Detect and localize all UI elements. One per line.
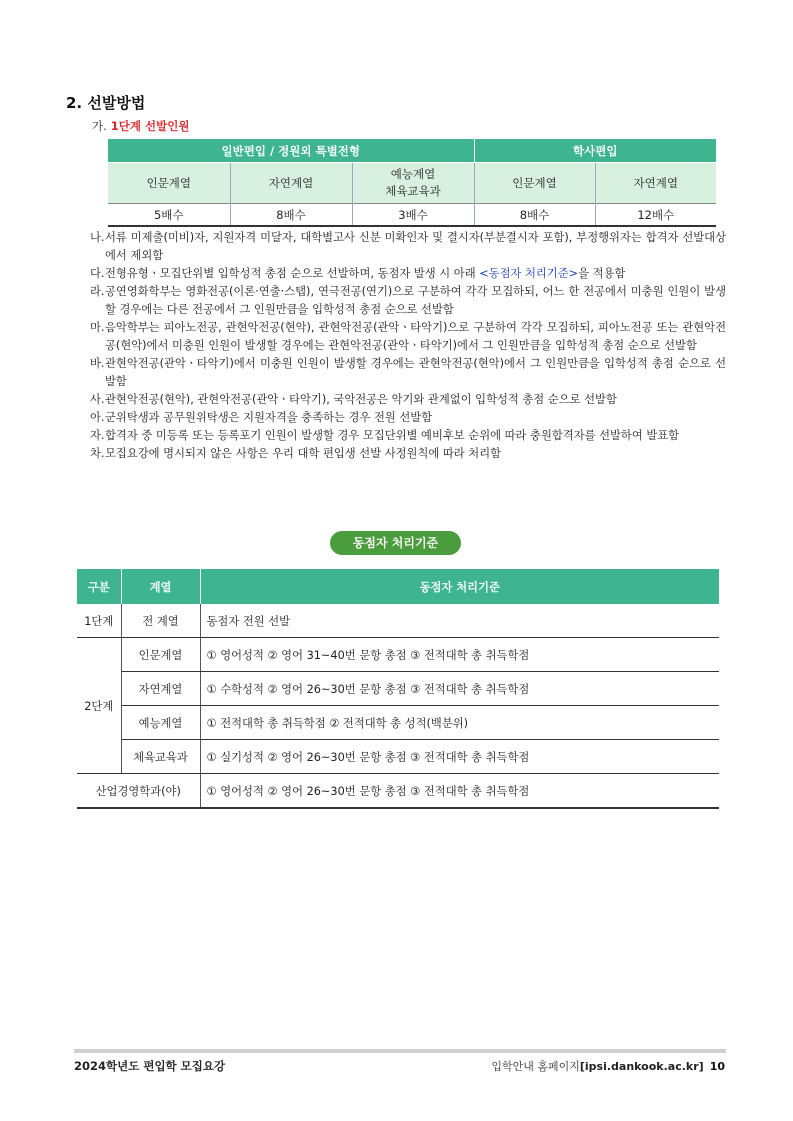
field-cell: 예능계열 <box>121 706 200 740</box>
rule-cell: ① 전적대학 총 취득학점 ② 전적대학 총 성적(백분위) <box>200 706 719 740</box>
col-humanities: 인문계열 <box>108 163 230 204</box>
note-item <box>90 409 726 427</box>
note-item <box>90 445 726 463</box>
stage1-label: 1단계 <box>77 604 121 638</box>
rule-cell: ① 수학성적 ② 영어 26~30번 문항 총점 ③ 전적대학 총 취득학점 <box>200 672 719 706</box>
header-category: 구분 <box>77 569 121 604</box>
sub-title-a <box>92 118 189 134</box>
note-item <box>90 283 726 319</box>
rule-cell: ① 영어성적 ② 영어 26~30번 문항 총점 ③ 전적대학 총 취득학점 <box>200 774 719 809</box>
note-text <box>105 265 726 283</box>
col-natural: 자연계열 <box>230 163 352 204</box>
value-cell: 8배수 <box>230 204 352 227</box>
footer-url: [ipsi.dankook.ac.kr] <box>579 1060 704 1073</box>
header-general: 일반편입 / 정원외 특별전형 <box>108 139 474 163</box>
page-number: 10 <box>709 1060 725 1073</box>
note-item <box>90 229 726 265</box>
note-item <box>90 391 726 409</box>
rule-cell: ① 영어성적 ② 영어 31~40번 문항 총점 ③ 전적대학 총 취득학점 <box>200 638 719 672</box>
tie-rule-reference: <동점자 처리기준> <box>479 267 579 280</box>
sub-title-marker: 가. <box>92 119 107 133</box>
note-marker: 차. <box>90 447 105 460</box>
note-marker: 다. <box>90 267 105 280</box>
field-cell: 자연계열 <box>121 672 200 706</box>
footer-info <box>491 1058 725 1074</box>
note-item <box>90 319 726 355</box>
note-text: 합격자 중 미등록 또는 등록포기 인원이 발생할 경우 모집단위별 예비후보 순위에 따라 충원합격자를 선발하여 발표함 <box>105 429 680 442</box>
col-bachelor-natural: 자연계열 <box>595 163 716 204</box>
field-cell: 인문계열 <box>121 638 200 672</box>
header-bachelor: 학사편입 <box>474 139 716 163</box>
table-row <box>77 706 719 740</box>
note-text: 관현악전공(현악), 관현악전공(관악ㆍ타악기), 국악전공은 악기와 관계없이 입학성적 총점 순으로 선발함 <box>105 393 617 406</box>
tie-rule-table <box>77 569 719 809</box>
note-text: 공연영화학부는 영화전공(이론·연출·스탭), 연극전공(연기)으로 구분하여 각각 모집하되, 어느 한 전공에서 미충원 인원이 발생할 경우에는 다른 전공에서 그 인원만큼을 입학성적 총점 순으로 선발함 <box>105 285 726 316</box>
note-item <box>90 265 726 283</box>
notes-list <box>90 229 726 463</box>
note-text-pre: 전형유형ㆍ모집단위별 입학성적 총점 순으로 선발하며, 동점자 발생 시 아래 <box>105 267 480 280</box>
stage2-label: 2단계 <box>77 638 121 774</box>
note-marker: 아. <box>90 411 105 424</box>
col-bachelor-humanities: 인문계열 <box>474 163 595 204</box>
table-row <box>77 740 719 774</box>
value-cell: 8배수 <box>474 204 595 227</box>
table-row <box>77 672 719 706</box>
table-row <box>77 638 719 672</box>
footer-divider <box>74 1049 726 1053</box>
footer-doc-title: 2024학년도 편입학 모집요강 <box>74 1059 226 1073</box>
field-cell: 체육교육과 <box>121 740 200 774</box>
col-arts-pe: 예능계열 체육교육과 <box>352 163 474 204</box>
note-marker: 사. <box>90 393 105 406</box>
value-cell: 5배수 <box>108 204 230 227</box>
note-marker: 자. <box>90 429 105 442</box>
note-text: 관현악전공(관악ㆍ타악기)에서 미충원 인원이 발생할 경우에는 관현악전공(현악)에서 그 인원만큼을 입학성적 총점 순으로 선발함 <box>105 357 726 388</box>
tie-rule-badge: 동점자 처리기준 <box>330 531 461 555</box>
rule-cell: ① 실기성적 ② 영어 26~30번 문항 총점 ③ 전적대학 총 취득학점 <box>200 740 719 774</box>
section-title: 2. 선발방법 <box>66 94 146 112</box>
header-field: 계열 <box>121 569 200 604</box>
night-dept-label: 산업경영학과(야) <box>77 774 200 809</box>
note-item <box>90 427 726 445</box>
selection-count-table <box>108 139 716 227</box>
header-tie-rule: 동점자 처리기준 <box>200 569 719 604</box>
value-cell: 3배수 <box>352 204 474 227</box>
note-text: 음악학부는 피아노전공, 관현악전공(현악), 관현악전공(관악ㆍ타악기)으로 구분하여 각각 모집하되, 피아노전공 또는 관현악전공(현악)에서 미충원 인원이 발생할 경우에는 관현악전공(관악ㆍ타악기)에서 그 인원만큼을 입학성적 총점 순으로 선발함 <box>105 321 726 352</box>
field-cell: 전 계열 <box>121 604 200 638</box>
note-marker: 나. <box>90 231 105 244</box>
footer-homepage-label: 입학안내 홈페이지 <box>491 1060 580 1073</box>
note-text: 모집요강에 명시되지 않은 사항은 우리 대학 편입생 선발 사정원칙에 따라 처리함 <box>105 447 502 460</box>
table-row <box>77 774 719 809</box>
note-marker: 마. <box>90 321 105 334</box>
rule-cell: 동점자 전원 선발 <box>200 604 719 638</box>
sub-title-text: 1단계 선발인원 <box>110 119 190 133</box>
note-marker: 라. <box>90 285 105 298</box>
note-text: 군위탁생과 공무원위탁생은 지원자격을 충족하는 경우 전원 선발함 <box>105 411 433 424</box>
note-marker: 바. <box>90 357 105 370</box>
note-text-post: 을 적용함 <box>578 267 626 280</box>
note-item <box>90 355 726 391</box>
note-text: 서류 미제출(미비)자, 지원자격 미달자, 대학별고사 신분 미확인자 및 결시자(부분결시자 포함), 부정행위자는 합격자 선발대상에서 제외함 <box>105 231 726 262</box>
value-cell: 12배수 <box>595 204 716 227</box>
table-row <box>77 604 719 638</box>
